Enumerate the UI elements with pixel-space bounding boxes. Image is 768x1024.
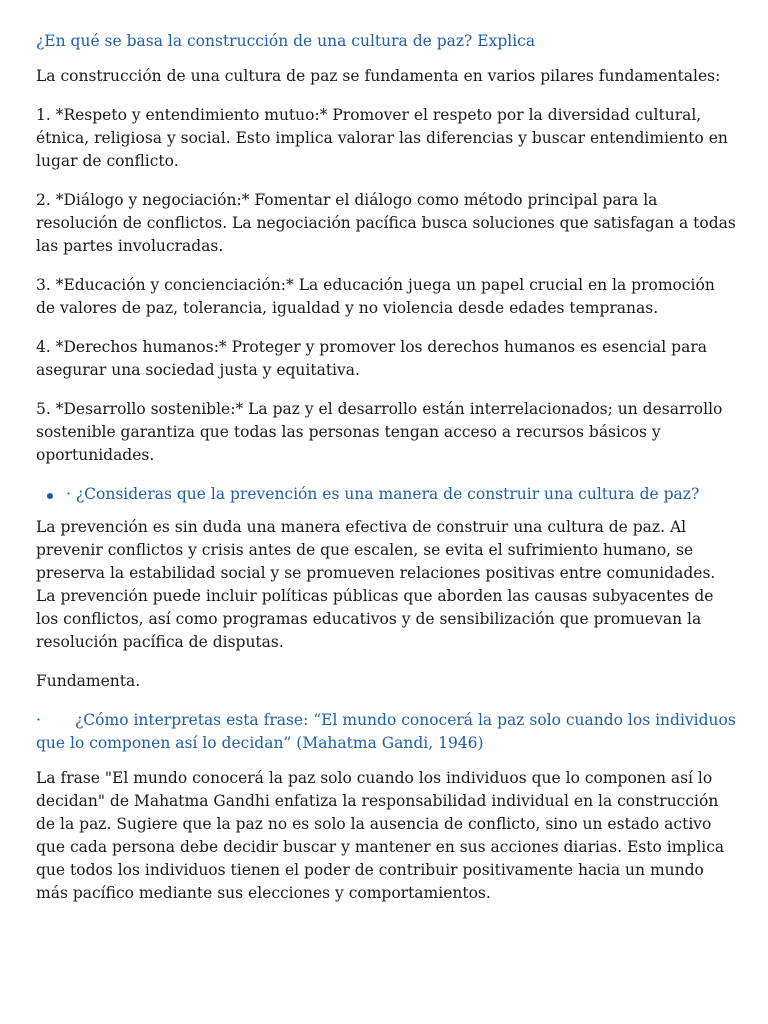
answer-3-paragraph: La frase "El mundo conocerá la paz solo cuando los individuos que lo componen así lo decidan" de Mahatma Gandhi enfatiza la responsabilidad individual en la construcción de la paz. Sugiere que la paz no es solo la ausencia de conflicto, sino un estado activo que cada persona debe decidir buscar y mantener en sus acciones diarias. Esto implica que todos los individuos tienen el poder de contribuir positivamente hacia un mundo más pacífico mediante sus elecciones y comportamientos. — [36, 769, 725, 902]
fundamenta-label: Fundamenta. — [36, 672, 141, 690]
pillar-3-paragraph: 3. *Educación y concienciación:* La educación juega un papel crucial en la promoción de valores de paz, tolerancia, igualdad y no violencia desde edades tempranas. — [36, 276, 715, 317]
pillar-2-paragraph: 2. *Diálogo y negociación:* Fomentar el diálogo como método principal para la resolución de conflictos. La negociación pacífica busca soluciones que satisfagan a todas las partes involucradas. — [36, 191, 736, 255]
question-3-heading: ¿Cómo interpretas esta frase: “El mundo conocerá la paz solo cuando los individuos que lo componen así lo decidan” (Mahatma Gandi, 1946) — [36, 711, 736, 752]
question-2-heading: · ¿Consideras que la prevención es una manera de construir una cultura de paz? — [66, 485, 700, 503]
document-page — [36, 30, 736, 921]
pillar-1-paragraph: 1. *Respeto y entendimiento mutuo:* Promover el respeto por la diversidad cultural, étnica, religiosa y social. Esto implica valorar las diferencias y buscar entendimiento en lugar de conflicto. — [36, 106, 728, 170]
pillar-4-paragraph: 4. *Derechos humanos:* Proteger y promover los derechos humanos es esencial para asegurar una sociedad justa y equitativa. — [36, 338, 707, 379]
middle-dot-marker: · — [36, 711, 41, 729]
question-1-heading: ¿En qué se basa la construcción de una cultura de paz? Explica — [36, 32, 536, 50]
pillar-5-paragraph: 5. *Desarrollo sostenible:* La paz y el desarrollo están interrelacionados; un desarrollo sostenible garantiza que todas las personas tengan acceso a recursos básicos y oportunidades. — [36, 400, 723, 464]
question-3-heading-block — [36, 709, 736, 755]
intro-paragraph: La construcción de una cultura de paz se fundamenta en varios pilares fundamentales: — [36, 67, 721, 85]
question-2-bullet — [36, 483, 736, 506]
answer-2-paragraph: La prevención es sin duda una manera efectiva de construir una cultura de paz. Al prevenir conflictos y crisis antes de que escalen, se evita el sufrimiento humano, se preserva la estabilidad social y se promueven relaciones positivas entre comunidades. La prevención puede incluir políticas públicas que aborden las causas subyacentes de los conflictos, así como programas educativos y de sensibilización que promuevan la resolución pacífica de disputas. — [36, 518, 716, 651]
bullet-dot-icon — [47, 493, 53, 499]
